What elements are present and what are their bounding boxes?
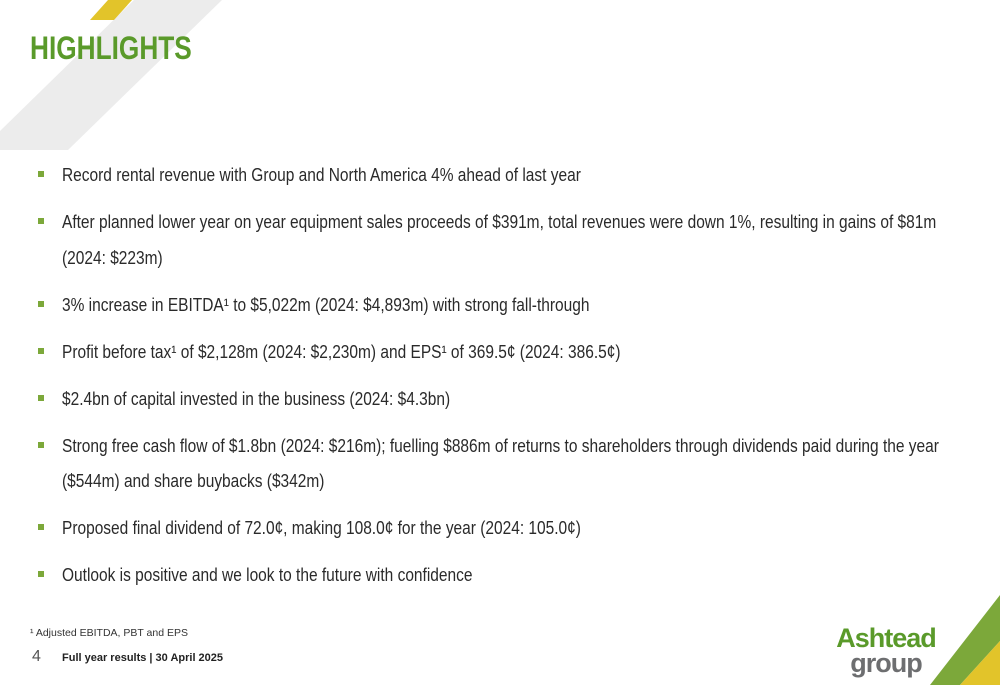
bullet-square-icon <box>38 524 44 530</box>
bullet-text: 3% increase in EBITDA¹ to $5,022m (2024: $4,893m) with strong fall-through <box>62 294 590 315</box>
bullet-text: Proposed final dividend of 72.0¢, making 108.0¢ for the year (2024: 105.0¢) <box>62 518 581 538</box>
bullet-text: Outlook is positive and we look to the future with confidence <box>62 565 473 585</box>
gray-stripe <box>0 0 222 150</box>
bullet-square-icon <box>38 571 44 577</box>
list-item <box>38 158 938 194</box>
top-left-decoration <box>0 0 230 155</box>
bullet-square-icon <box>38 395 44 401</box>
list-item <box>38 382 938 418</box>
list-item <box>38 558 938 594</box>
footer-text: Full year results | 30 April 2025 <box>62 652 224 664</box>
page-number: 4 <box>32 648 41 665</box>
footnote: ¹ Adjusted EBITDA, PBT and EPS <box>30 627 188 639</box>
logo-line-ashtead: Ashtead <box>836 623 936 653</box>
bullet-text: After planned lower year on year equipment sales proceeds of $391m, total revenues were down 1%, resulting in gains of $81m (2024: $223m) <box>62 212 937 268</box>
list-item <box>38 205 938 276</box>
bullet-square-icon <box>38 348 44 354</box>
bullet-text: Strong free cash flow of $1.8bn (2024: $216m); fuelling $886m of returns to shareholders through dividends paid during the year ($544m) and share buybacks ($342m) <box>62 435 939 491</box>
list-item <box>38 288 938 324</box>
bullet-text: $2.4bn of capital invested in the business (2024: $4.3bn) <box>62 388 451 409</box>
bullet-text: Profit before tax¹ of $2,128m (2024: $2,230m) and EPS¹ of 369.5¢ (2024: 386.5¢) <box>62 341 621 362</box>
bullet-square-icon <box>38 218 44 224</box>
list-item <box>38 429 938 500</box>
bullet-square-icon <box>38 171 44 177</box>
bottom-right-decoration <box>930 595 1000 685</box>
bullet-square-icon <box>38 442 44 448</box>
ashtead-group-logo <box>836 623 936 678</box>
bullet-square-icon <box>38 301 44 307</box>
page-title: HIGHLIGHTS <box>30 30 192 66</box>
list-item <box>38 335 938 371</box>
list-item <box>38 511 938 547</box>
logo-line-group: group <box>850 648 922 678</box>
highlights-list <box>38 158 938 605</box>
bullet-text: Record rental revenue with Group and North America 4% ahead of last year <box>62 165 581 185</box>
